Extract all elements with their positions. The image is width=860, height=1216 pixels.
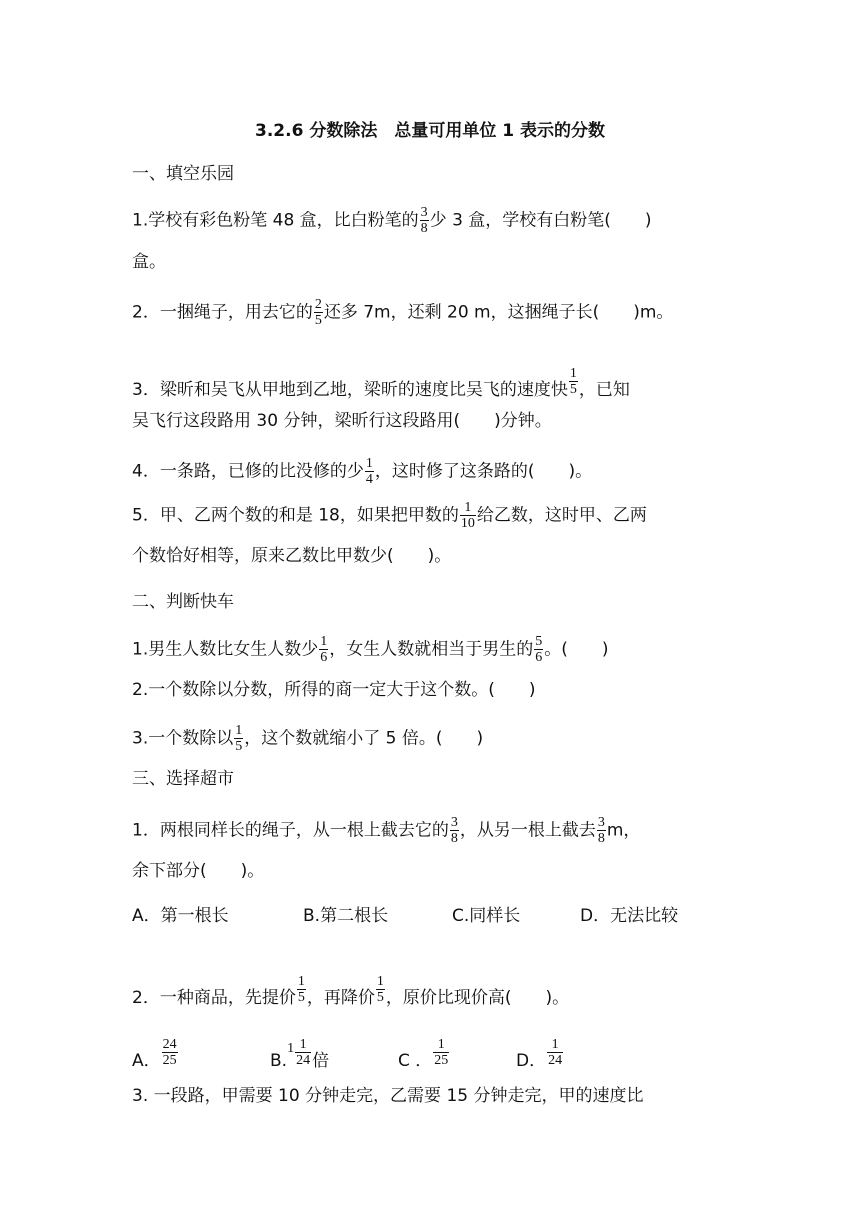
question-1-1: 1.学校有彩色粉笔 48 盒，比白粉笔的 $\frac{3}{8}$ 少 3 盒，学校有白粉笔( ) [132,205,652,236]
fraction: $\frac{1}{24}$ [548,1037,563,1068]
option-b: B.$^1$ $\frac{1}{24}$ 倍 [270,1037,330,1071]
fraction: $\frac{1}{25}$ [434,1037,449,1068]
question-2-3: 3.一个数除以 $\frac{1}{5}$ ，这个数就缩小了 5 倍。( ) [132,723,484,754]
option-c: C.同样长 [452,906,521,926]
question-1-3-cont: 吴飞行这段路用 30 分钟，梁昕行这段路用( )分钟。 [132,411,552,431]
fraction: $\frac{3}{8}$ [597,815,605,846]
section-heading-fill-blank: 一、填空乐园 [132,164,234,184]
fraction: $\frac{1}{5}$ [297,974,305,1005]
fraction: $\frac{1}{4}$ [365,456,373,487]
question-2-2: 2.一个数除以分数，所得的商一定大于这个数。( ) [132,680,536,700]
question-1-5: 5．甲、乙两个数的和是 18，如果把甲数的 $\frac{1}{10}$ 给乙数，这时甲、乙两 [132,500,647,531]
question-1-3: 3．梁昕和吴飞从甲地到乙地，梁昕的速度比吴飞的速度快 $\frac{1}{5}$ ，已知 [132,366,630,400]
section-heading-true-false: 二、判断快车 [132,592,234,612]
question-2-1: 1.男生人数比女生人数少 $\frac{1}{6}$ ，女生人数就相当于男生的 $\frac{5}{6}$ 。( ) [132,634,609,665]
section-heading-multiple-choice: 三、选择超市 [132,769,234,789]
fraction: $\frac{1}{5}$ [235,723,243,754]
option-b: B.第二根长 [303,906,389,926]
fraction: $\frac{24}{25}$ [162,1037,177,1068]
fraction: $\frac{1}{5}$ [569,366,577,397]
question-1-2: 2．一捆绳子，用去它的 $\frac{2}{5}$ 还多 7m，还剩 20 m，这捆绳子长( )m。 [132,297,674,328]
question-1-1-cont: 盒。 [132,252,166,272]
question-1-4: 4．一条路，已修的比没修的少 $\frac{1}{4}$ ，这时修了这条路的( )。 [132,456,593,487]
fraction: $\frac{3}{8}$ [450,815,458,846]
fraction: $\frac{3}{8}$ [420,205,428,236]
fraction: $\frac{1}{5}$ [376,974,384,1005]
fraction: $\frac{1}{24}$ [296,1037,311,1068]
option-d: D． $\frac{1}{24}$ [516,1037,563,1071]
option-d: D．无法比较 [580,906,679,926]
question-3-2: 2．一种商品，先提价 $\frac{1}{5}$ ，再降价 $\frac{1}{5}$ ，原价比现价高( )。 [132,974,570,1008]
option-a: A． $\frac{24}{25}$ [132,1037,177,1071]
fraction: $\frac{2}{5}$ [314,297,322,328]
question-3-3: 3. 一段路，甲需要 10 分钟走完，乙需要 15 分钟走完，甲的速度比 [132,1086,644,1106]
question-1-5-cont: 个数恰好相等，原来乙数比甲数少( )。 [132,546,452,566]
fraction: $\frac{1}{10}$ [460,500,475,531]
option-a: A．第一根长 [132,906,229,926]
question-3-1-cont: 余下部分( )。 [132,861,265,881]
question-3-1: 1．两根同样长的绳子，从一根上截去它的 $\frac{3}{8}$ ，从另一根上截去 $\frac{3}{8}$ m， [132,815,641,846]
fraction: $\frac{1}{6}$ [320,634,328,665]
fraction: $\frac{5}{6}$ [535,634,543,665]
option-c: C ． $\frac{1}{25}$ [398,1037,449,1071]
page-title: 3.2.6 分数除法 总量可用单位 1 表示的分数 [255,121,605,141]
